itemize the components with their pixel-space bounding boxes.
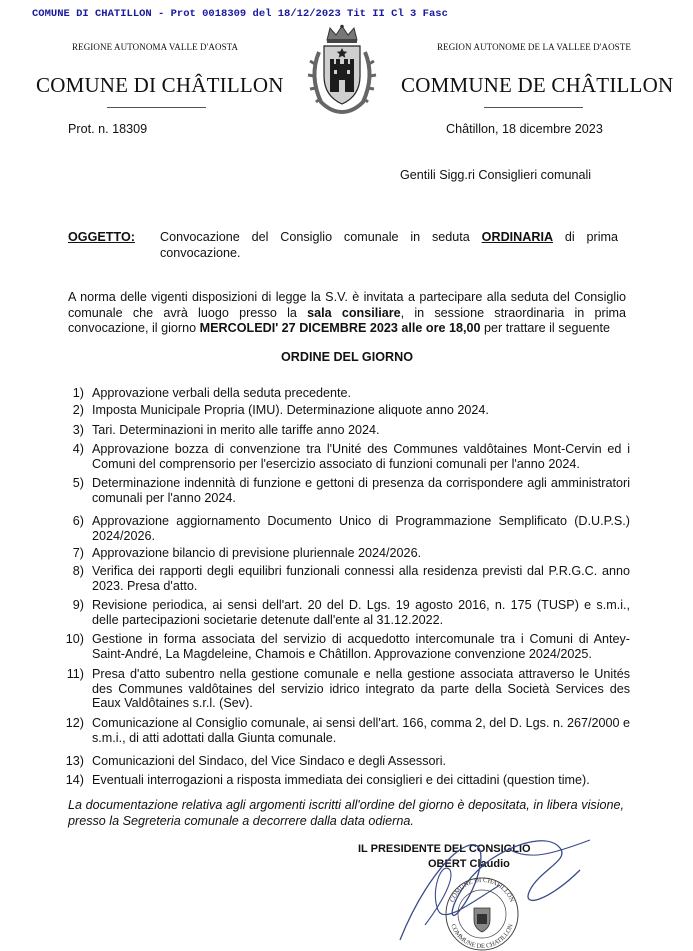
agenda-item <box>60 716 632 745</box>
intro-part1: A norma delle vigenti disposizioni di legge la S.V. è invitata a partecipare alla seduta del Consiglio comunale che avrà luogo presso la <box>68 290 626 320</box>
agenda-item-text: Verifica dei rapporti degli equilibri funzionali connessi alla residenza previsti dal P.R.G.C. anno 2023. Presa d'atto. <box>92 564 630 593</box>
agenda-item <box>60 598 632 627</box>
commune-name-french: COMMUNE DE CHÂTILLON <box>401 73 674 97</box>
signature-name: OBERT Claudio <box>428 858 510 870</box>
header-rule-left <box>107 107 206 108</box>
intro-paragraph <box>68 290 626 337</box>
official-seal <box>440 872 524 951</box>
agenda-title: ORDINE DEL GIORNO <box>280 350 413 364</box>
subject-label-text: OGGETTO: <box>68 230 135 244</box>
agenda-item-number: 14) <box>65 773 84 787</box>
coat-of-arms-emblem <box>305 24 379 114</box>
subject-emphasis: ORDINARIA <box>481 230 554 244</box>
agenda-item-text: Comunicazioni del Sindaco, del Vice Sindaco e degli Assessori. <box>92 754 446 768</box>
agenda-item-number: 13) <box>65 754 84 768</box>
agenda-item-text: Imposta Municipale Propria (IMU). Determinazione aliquote anno 2024. <box>92 403 489 417</box>
agenda-item-text: Approvazione bozza di convenzione tra l'Unité des Communes valdôtaines Mont-Cervin ed i Comuni del comprensorio per l'esercizio associato di funzioni comunali per l'anno 2024. <box>92 442 630 471</box>
agenda-item-text: Tari. Determinazioni in merito alle tariffe anno 2024. <box>92 423 380 437</box>
agenda-item <box>60 403 632 418</box>
agenda-item <box>60 667 632 711</box>
subject-label <box>68 230 135 246</box>
agenda-item <box>60 546 632 561</box>
agenda-item-text: Determinazione indennità di funzione e gettoni di presenza da corrispondere agli amministratori comunali per l'anno 2024. <box>92 476 630 505</box>
agenda-item-text: Presa d'atto subentro nella gestione comunale e nella gestione associata attraverso le Unités des Communes valdôtaines del servizio idrico integrato da parte della Società Services des Eaux Valdôtaines s.r.l. (Sev). <box>92 667 630 711</box>
subject-text-part1: Convocazione del Consiglio comunale in seduta <box>160 230 470 244</box>
agenda-item <box>60 476 632 505</box>
agenda-item <box>60 754 632 769</box>
agenda-item-number: 8) <box>72 564 84 578</box>
agenda-item-number: 7) <box>72 546 84 560</box>
intro-part2: , in sessione straordinaria in prima convocazione, il giorno <box>68 305 626 335</box>
intro-date-time: MERCOLEDI' 27 DICEMBRE 2023 alle ore 18,00 <box>199 321 481 335</box>
agenda-item <box>60 386 632 401</box>
signature-title: IL PRESIDENTE DEL CONSIGLIO <box>358 843 531 855</box>
agenda-item-text: Approvazione verbali della seduta precedente. <box>92 386 352 400</box>
agenda-item-number: 9) <box>72 598 84 612</box>
agenda-item <box>60 442 632 471</box>
seal-bottom-text: COMMUNE DE CHATILLON <box>449 923 515 951</box>
agenda-item-text: Approvazione bilancio di previsione pluriennale 2024/2026. <box>92 546 422 560</box>
commune-name-italian: COMUNE DI CHÂTILLON <box>36 73 284 97</box>
region-right: REGION AUTONOME DE LA VALLEE D'AOSTE <box>437 42 631 52</box>
protocol-number: Prot. n. 18309 <box>68 122 148 136</box>
agenda-item <box>60 632 632 661</box>
agenda-item-number: 12) <box>65 716 84 730</box>
agenda-item-number: 10) <box>65 632 84 646</box>
intro-part3: per trattare il seguente <box>484 321 611 335</box>
recipient: Gentili Sigg.ri Consiglieri comunali <box>400 168 592 182</box>
agenda-item <box>60 773 632 788</box>
agenda-item-text: Eventuali interrogazioni a risposta immediata dei consiglieri e dei cittadini (question time). <box>92 773 590 787</box>
subject-text-part2: di prima convocazione. <box>160 230 619 260</box>
agenda-item-number: 11) <box>66 667 84 681</box>
region-left: REGIONE AUTONOMA VALLE D'AOSTA <box>72 42 239 52</box>
deposit-note: La documentazione relativa agli argomenti iscritti all'ordine del giorno è depositata, in libera visione, presso la Segreteria comunale a decorrere dalla data odierna. <box>68 798 624 828</box>
agenda-item-text: Revisione periodica, ai sensi dell'art. 20 del D. Lgs. 19 agosto 2016, n. 175 (TUSP) e s.m.i., delle partecipazioni societarie detenute dall'ente al 31.12.2022. <box>92 598 630 627</box>
agenda-item-number: 2) <box>72 403 84 417</box>
agenda-item-number: 5) <box>72 476 84 490</box>
agenda-item-number: 3) <box>72 423 84 437</box>
agenda-item-text: Gestione in forma associata del servizio di acquedotto intercomunale tra i Comuni di Antey-Saint-André, La Magdeleine, Chamois e Châtillon. Approvazione convenzione 2024/2025. <box>92 632 630 661</box>
seal-top-text: COMUNE DI CHATILLON <box>448 876 516 904</box>
agenda-item-number: 6) <box>72 514 84 528</box>
letter-date: Châtillon, 18 dicembre 2023 <box>446 122 603 136</box>
agenda-item-text: Approvazione aggiornamento Documento Unico di Programmazione Semplificato (D.U.P.S.) 2024/2026. <box>92 514 630 543</box>
protocol-stamp: COMUNE DI CHATILLON - Prot 0018309 del 18/12/2023 Tit II Cl 3 Fasc <box>32 8 448 20</box>
intro-room: sala consiliare <box>307 305 401 320</box>
header-rule-right <box>484 107 583 108</box>
agenda-item <box>60 423 632 438</box>
agenda-item-text: Comunicazione al Consiglio comunale, ai sensi dell'art. 166, comma 2, del D. Lgs. n. 267/2000 e s.m.i., di atti adottati dalla Giunta comunale. <box>92 716 630 745</box>
agenda-item-number: 4) <box>72 442 84 456</box>
subject-text <box>160 230 618 261</box>
agenda-item-number: 1) <box>72 386 84 400</box>
agenda-item <box>60 514 632 543</box>
agenda-item <box>60 564 632 593</box>
